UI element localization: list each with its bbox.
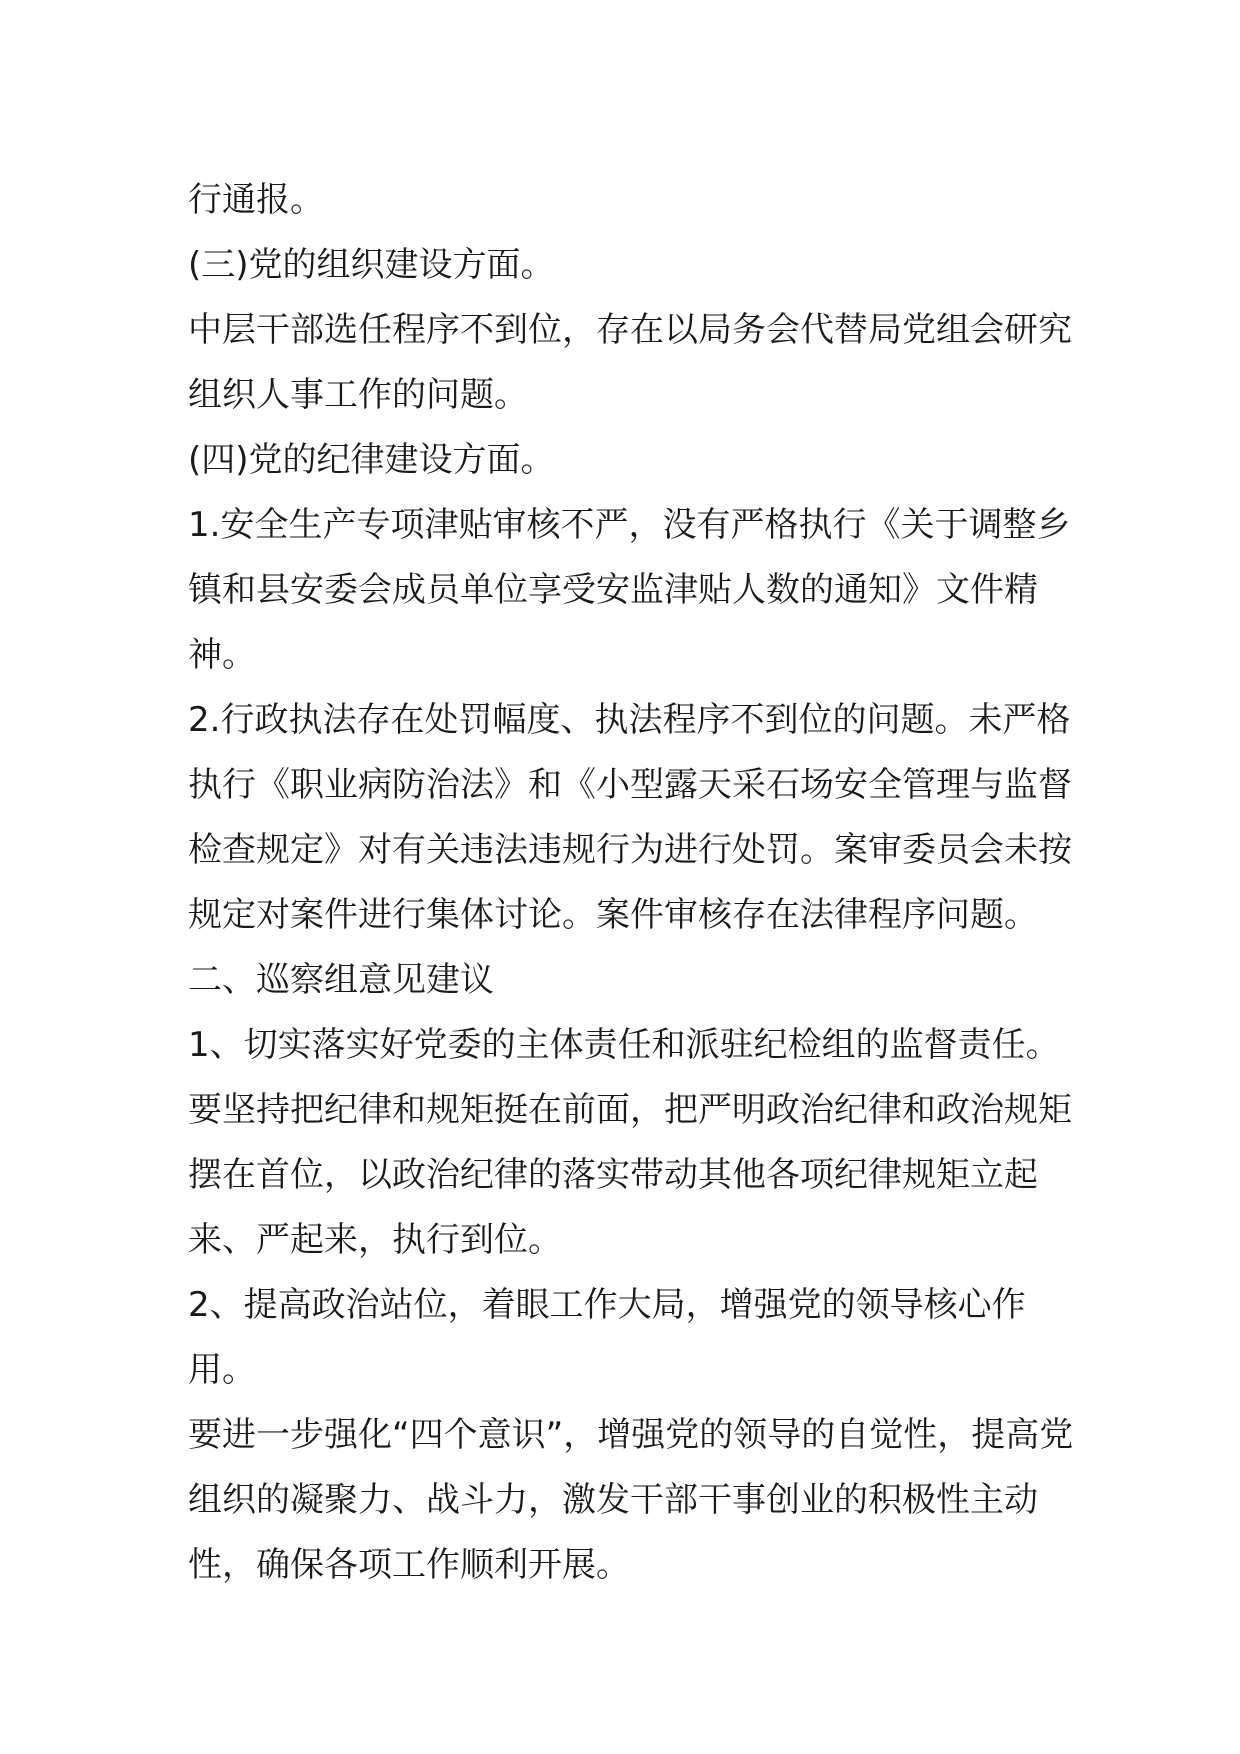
document-body <box>188 168 1083 1598</box>
recommendation-2-body: 要进一步强化“四个意识”，增强党的领导的自觉性，提高党组织的凝聚力、战斗力，激发干部干事创业的积极性主动性，确保各项工作顺利开展。 <box>188 1415 1074 1585</box>
recommendation-2-title: 2、提高政治站位，着眼工作大局，增强党的领导核心作用。 <box>188 1285 1026 1390</box>
section-heading-recommendations: 二、巡察组意见建议 <box>188 960 494 1000</box>
paragraph-discipline-item-2: 2.行政执法存在处罚幅度、执法程序不到位的问题。未严格执行《职业病防治法》和《小型露天采石场安全管理与监督检查规定》对有关违法违规行为进行处罚。案审委员会未按规定对案件进行集体讨论。案件审核存在法律程序问题。 <box>188 700 1072 935</box>
recommendation-1-title: 1、切实落实好党委的主体责任和派驻纪检组的监督责任。 <box>188 1025 1060 1065</box>
paragraph-discipline-item-1: 1.安全生产专项津贴审核不严，没有严格执行《关于调整乡镇和县安委会成员单位享受安监津贴人数的通知》文件精神。 <box>188 505 1071 675</box>
section-heading-discipline: (四)党的纪律建设方面。 <box>188 440 555 480</box>
paragraph-continuation: 行通报。 <box>188 180 324 220</box>
paragraph-organization-issue: 中层干部选任程序不到位，存在以局务会代替局党组会研究组织人事工作的问题。 <box>188 310 1072 415</box>
recommendation-1-body: 要坚持把纪律和规矩挺在前面，把严明政治纪律和政治规矩摆在首位，以政治纪律的落实带动其他各项纪律规矩立起来、严起来，执行到位。 <box>188 1090 1072 1260</box>
section-heading-organization: (三)党的组织建设方面。 <box>188 245 555 285</box>
